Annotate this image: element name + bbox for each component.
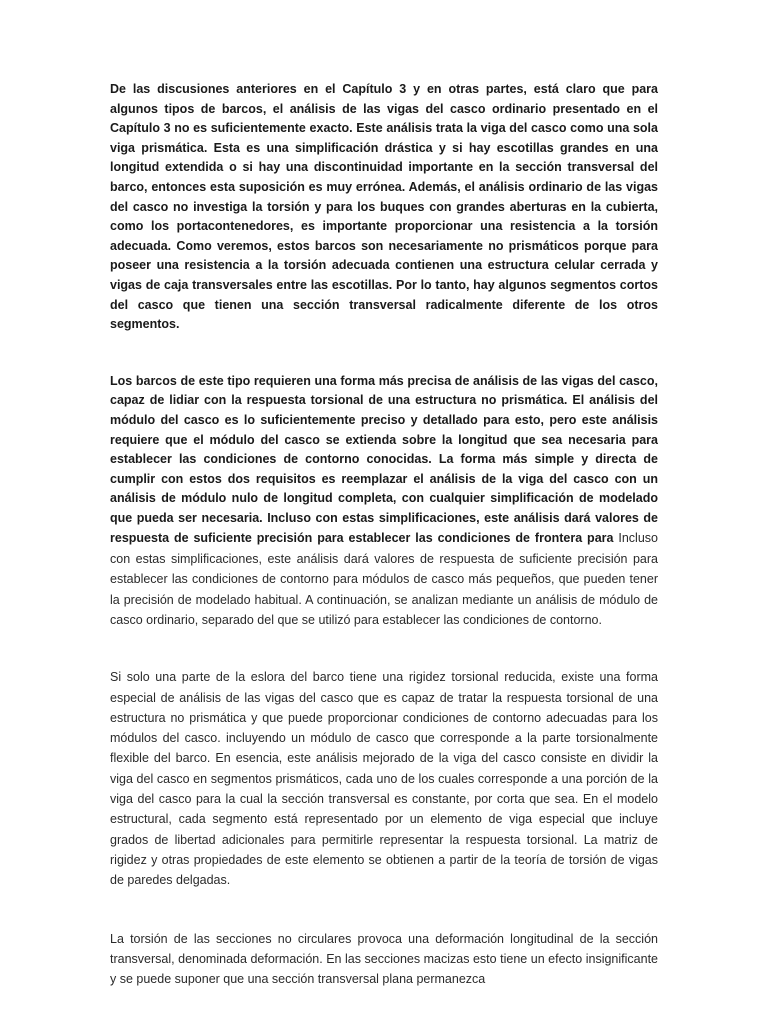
paragraph-3-text: Si solo una parte de la eslora del barco tiene una rigidez torsional reducida, existe una forma especial de análisis de las vigas del casco que es capaz de tratar la respuesta torsional de una estructura no prismática y que puede proporcionar condiciones de contorno adecuadas para los módulos del casco. incluyendo un módulo de casco que corresponde a la parte torsionalmente flexible del barco. En esencia, este análisis mejorado de la viga del casco consiste en dividir la viga del casco en segmentos prismáticos, cada uno de los cuales corresponde a una porción de la viga del casco para la cual la sección transversal es constante, por corta que sea. En el modelo estructural, cada segmento está representado por un elemento de viga especial que incluye grados de libertad adicionales para permitirle representar la respuesta torsional. La matriz de rigidez y otras propiedades de este elemento se obtienen a partir de la teoría de torsión de vigas de paredes delgadas. xyxy=(110,670,658,888)
paragraph-3 xyxy=(110,667,658,890)
paragraph-2-bold-text: Los barcos de este tipo requieren una forma más precisa de análisis de las vigas del casco, capaz de lidiar con la respuesta torsional de una estructura no prismática. El análisis del módulo del casco es lo suficientemente preciso y detallado para esto, pero este análisis requiere que el módulo del casco se extienda sobre la longitud que sea necesaria para establecer las condiciones de contorno conocidas. La forma más simple y directa de cumplir con estos dos requisitos es reemplazar el análisis de la viga del casco con un análisis de módulo nulo de longitud completa, con cualquier simplificación de modelado que pueda ser necesaria. Incluso con estas simplificaciones, este análisis dará valores de respuesta de suficiente precisión para establecer las condiciones de frontera para xyxy=(110,373,658,546)
paragraph-2 xyxy=(110,372,658,631)
paragraph-1 xyxy=(110,80,658,335)
paragraph-4-text: La torsión de las secciones no circulares provoca una deformación longitudinal de la sección transversal, denominada deformación. En las secciones macizas esto tiene un efecto insignificante y se puede suponer que una sección transversal plana permanezca xyxy=(110,931,658,987)
document-page xyxy=(110,80,658,989)
paragraph-2-normal-text: Incluso con estas simplificaciones, este análisis dará valores de respuesta de suficiente precisión para establecer las condiciones de contorno para módulos de casco más pequeños, que pueden tener la precisión de modelado habitual. A continuación, se analizan mediante un análisis de módulo de casco ordinario, separado del que se utilizó para establecer las condiciones de contorno. xyxy=(110,531,658,627)
paragraph-4 xyxy=(110,929,658,990)
paragraph-1-bold-text: De las discusiones anteriores en el Capítulo 3 y en otras partes, está claro que para algunos tipos de barcos, el análisis de las vigas del casco ordinario presentado en el Capítulo 3 no es suficientemente exacto. Este análisis trata la viga del casco como una sola viga prismática. Esta es una simplificación drástica y si hay escotillas grandes en una longitud extendida o si hay una discontinuidad importante en la sección transversal del barco, entonces esta suposición es muy errónea. Además, el análisis ordinario de las vigas del casco no investiga la torsión y para los buques con grandes aberturas en la cubierta, como los portacontenedores, es importante proporcionar una resistencia a la torsión adecuada. Como veremos, estos barcos son necesariamente no prismáticos porque para poseer una resistencia a la torsión adecuada contienen una estructura celular cerrada y vigas de caja transversales entre las escotillas. Por lo tanto, hay algunos segmentos cortos del casco que tienen una sección transversal radicalmente diferente de los otros segmentos. xyxy=(110,82,658,332)
